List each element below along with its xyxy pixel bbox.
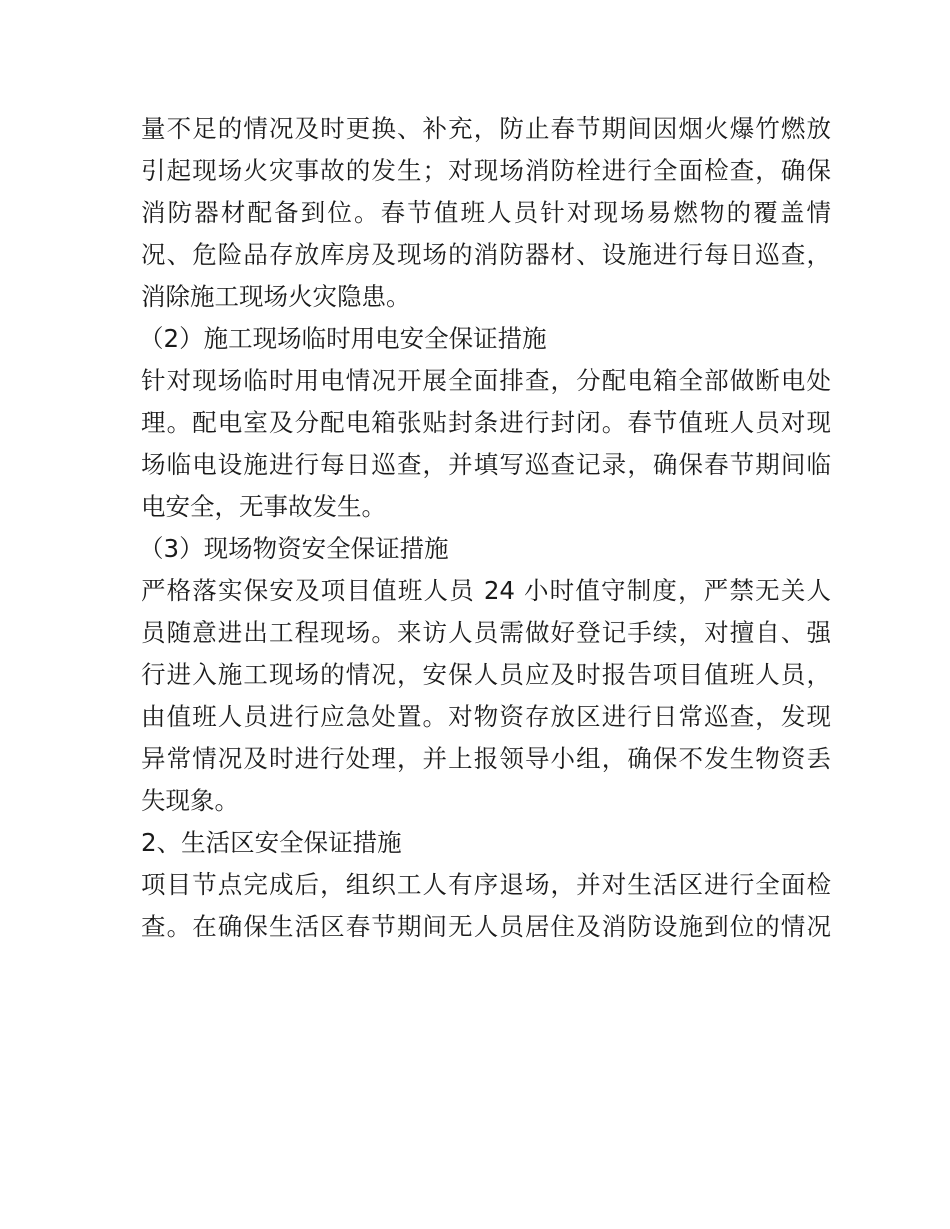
- text-line: 消防器材配备到位。春节值班人员针对现场易燃物的覆盖情: [141, 198, 831, 227]
- text-line: 行进入施工现场的情况，安保人员应及时报告项目值班人员，: [141, 660, 831, 689]
- text-line: 针对现场临时用电情况开展全面排查，分配电箱全部做断电处: [141, 366, 831, 395]
- text-line: 场临电设施进行每日巡查，并填写巡查记录，确保春节期间临: [141, 450, 831, 479]
- text-line: 员随意进出工程现场。来访人员需做好登记手续，对擅自、强: [141, 618, 831, 647]
- heading-temporary-electricity: （2）施工现场临时用电安全保证措施: [139, 324, 547, 353]
- text-line: 失现象。: [141, 786, 239, 815]
- text-line: 项目节点完成后，组织工人有序退场，并对生活区进行全面检: [141, 870, 831, 899]
- paragraph-fire-safety: [141, 108, 831, 318]
- text-line: 消除施工现场火灾隐患。: [141, 282, 411, 311]
- heading-material-safety: （3）现场物资安全保证措施: [139, 534, 449, 563]
- paragraph-material-safety: [141, 570, 831, 822]
- text-line: 电安全，无事故发生。: [141, 492, 386, 521]
- text-line: 异常情况及时进行处理，并上报领导小组，确保不发生物资丢: [141, 744, 831, 773]
- paragraph-temporary-electricity: [141, 360, 831, 528]
- text-line: 严格落实保安及项目值班人员 24 小时值守制度，严禁无关人: [141, 576, 831, 605]
- document-body: [141, 108, 831, 948]
- text-line: 由值班人员进行应急处置。对物资存放区进行日常巡查，发现: [141, 702, 831, 731]
- text-line: 理。配电室及分配电箱张贴封条进行封闭。春节值班人员对现: [141, 408, 831, 437]
- text-line: 查。在确保生活区春节期间无人员居住及消防设施到位的情况: [141, 912, 831, 941]
- text-line: 引起现场火灾事故的发生；对现场消防栓进行全面检查，确保: [141, 156, 831, 185]
- text-line: 量不足的情况及时更换、补充，防止春节期间因烟火爆竹燃放: [141, 114, 831, 143]
- paragraph-living-area-safety: [141, 864, 831, 948]
- heading-living-area-safety: 2、生活区安全保证措施: [141, 828, 402, 857]
- text-line: 况、危险品存放库房及现场的消防器材、设施进行每日巡查，: [141, 240, 831, 269]
